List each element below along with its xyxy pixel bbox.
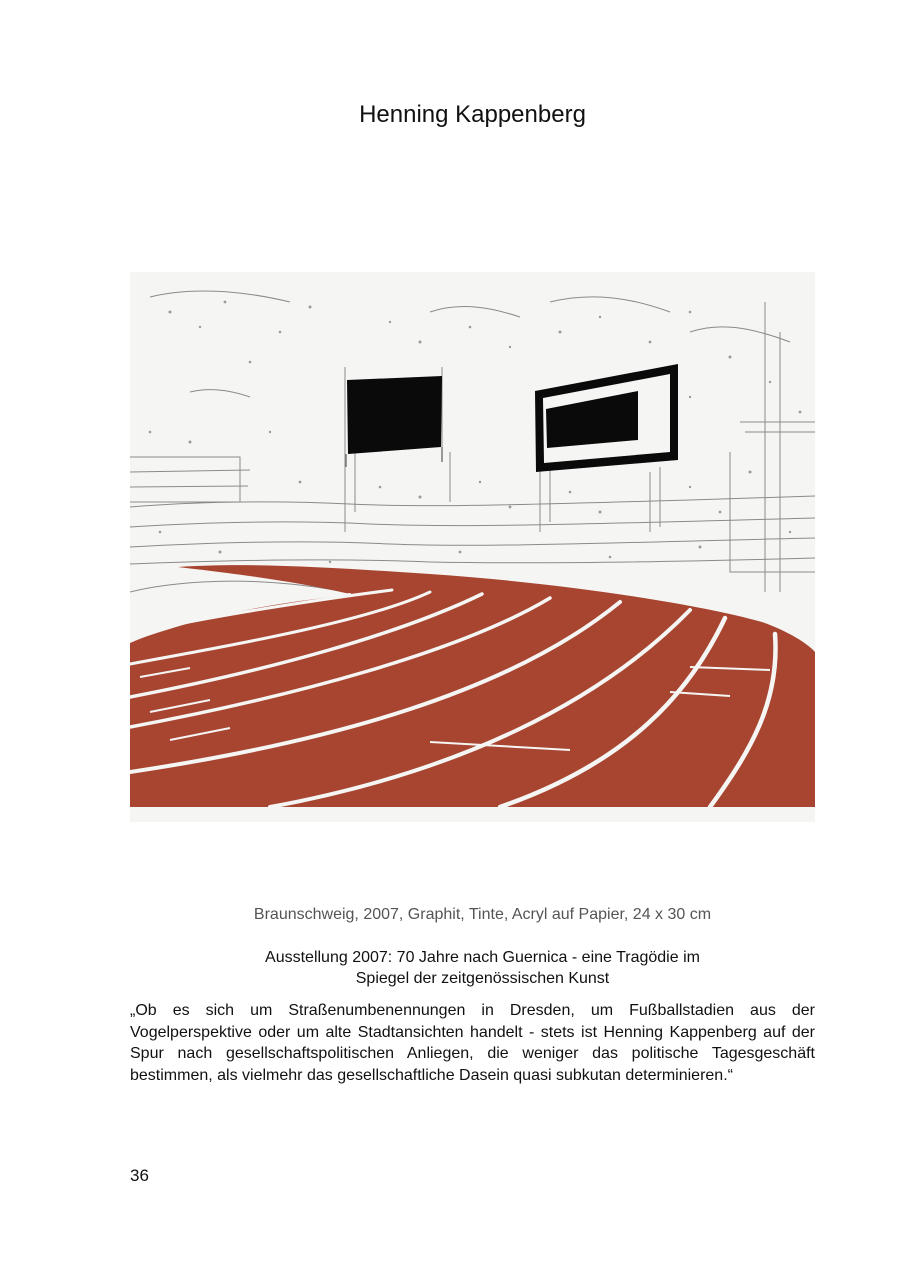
exhibition-line-1: Ausstellung 2007: 70 Jahre nach Guernica - eine Tragödie im [265,949,700,966]
page-number: 36 [130,1166,149,1185]
stadium-drawing [130,272,815,822]
scoreboard-left [347,376,442,454]
quote-paragraph: „Ob es sich um Straßenumbenennungen in Dresden, um Fußballstadien aus der Vogelperspektive oder um alte Stadtansichten handelt - stets ist Henning Kappenberg auf der Spur nach gesellschaftspolitischen Anliegen, die weniger das politische Tagesgeschäft bestimmen, als vielmehr das gesellschaftliche Dasein quasi subkutan determinieren.“ [130,1002,815,1084]
page-title: Henning Kappenberg [359,101,586,128]
artwork-caption: Braunschweig, 2007, Graphit, Tinte, Acryl auf Papier, 24 x 30 cm [253,906,712,923]
exhibition-line-2: Spiegel der zeitgenössischen Kunst [355,970,610,987]
exhibition-heading [130,947,815,989]
artwork-image [130,272,815,822]
